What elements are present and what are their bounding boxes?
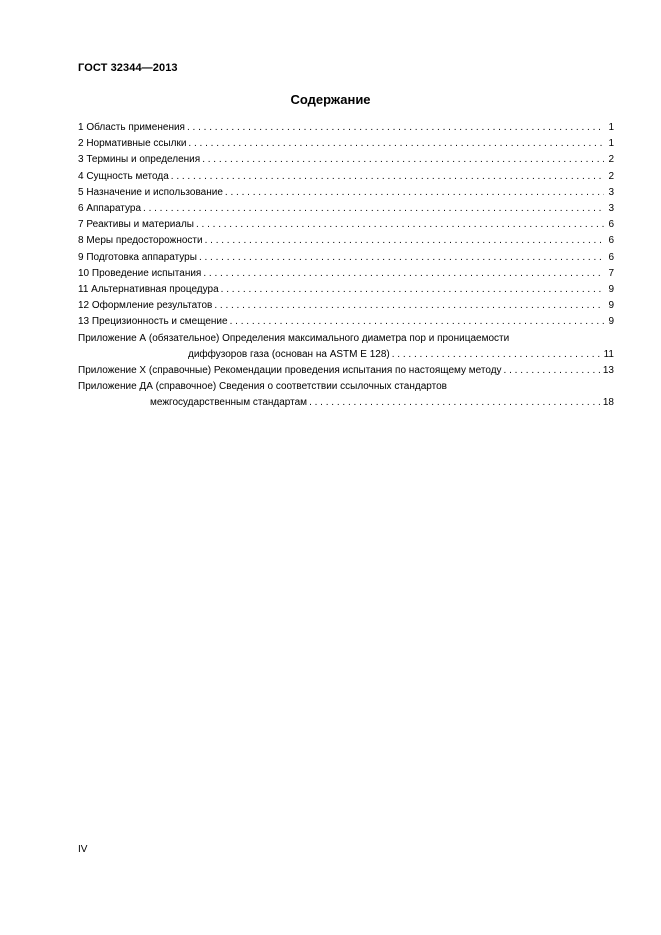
- toc-entry-label: 1 Область применения: [78, 122, 185, 133]
- toc-entry[interactable]: [78, 152, 614, 168]
- toc-leader-dots: [202, 152, 604, 168]
- toc-leader-dots: [504, 363, 601, 379]
- toc-appendix-da[interactable]: [78, 379, 614, 411]
- toc-entry-page: 9: [608, 300, 614, 312]
- toc-entry-page: 6: [608, 219, 614, 231]
- toc-entry-label: 4 Сущность метода: [78, 170, 169, 182]
- toc-entry-label: 12 Оформление результатов: [78, 300, 213, 312]
- toc-appendix-da-line1: Приложение ДА (справочное) Сведения о соответствии ссылочных стандартов: [78, 381, 447, 393]
- toc-leader-dots: [230, 314, 604, 330]
- toc-entry-label: 13 Прецизионность и смещение: [78, 316, 228, 328]
- toc-entry-page: 11: [603, 348, 614, 360]
- toc-leader-dots: [392, 347, 602, 363]
- toc-entry[interactable]: [78, 250, 614, 266]
- toc-appendix-a-line1: Приложение А (обязательное) Определения максимального диаметра пор и проницаемости: [78, 332, 510, 344]
- toc-leader-dots: [203, 266, 604, 282]
- toc-appendix-x[interactable]: [78, 363, 614, 379]
- toc-leader-dots: [214, 298, 604, 314]
- toc-entry[interactable]: [78, 282, 614, 298]
- toc-title: Содержание: [290, 92, 371, 107]
- toc-entry-label: 3 Термины и определения: [78, 154, 201, 166]
- toc-appendix-a-line2: диффузоров газа (основан на ASTM E 128): [188, 348, 390, 360]
- toc-leader-dots: [143, 201, 604, 217]
- toc-entry[interactable]: [78, 266, 614, 282]
- toc-entry-label: 9 Подготовка аппаратуры: [78, 251, 197, 263]
- toc-entry-page: 2: [608, 154, 614, 166]
- toc-leader-dots: [309, 395, 601, 411]
- toc-entry-label: 6 Аппаратура: [78, 203, 142, 215]
- toc-leader-dots: [171, 169, 604, 185]
- toc-leader-dots: [205, 233, 604, 249]
- toc-entry-label: Приложение X (справочные) Рекомендации проведения испытания по настоящему методу: [78, 365, 502, 377]
- toc-entry[interactable]: [78, 298, 614, 314]
- toc-leader-dots: [225, 185, 604, 201]
- toc-entry-page: 6: [608, 235, 614, 247]
- toc-entry-label: 8 Меры предосторожности: [78, 235, 203, 247]
- toc-entry-page: 9: [608, 316, 614, 328]
- toc-entry-label: 7 Реактивы и материалы: [78, 219, 194, 231]
- toc-appendix-da-line2: межгосударственным стандартам: [150, 397, 308, 409]
- toc-entry[interactable]: [78, 314, 614, 330]
- toc-entry-page: 9: [608, 284, 614, 296]
- toc-entry-page: 2: [608, 170, 614, 182]
- toc-entry-label: 10 Проведение испытания: [78, 267, 202, 279]
- toc-appendix-a[interactable]: [78, 331, 614, 363]
- toc-leader-dots: [196, 217, 604, 233]
- toc-entry-page: 6: [608, 251, 614, 263]
- toc-entry-page: 3: [608, 186, 614, 198]
- toc-entry-page: 3: [608, 203, 614, 215]
- toc-entry-page: 18: [602, 397, 614, 409]
- document-code: ГОСТ 32344—2013: [78, 62, 178, 74]
- toc-entry-label: 2 Нормативные ссылки: [78, 138, 187, 150]
- toc-leader-dots: [187, 120, 604, 136]
- toc-entry[interactable]: [78, 217, 614, 233]
- table-of-contents: [78, 120, 614, 412]
- toc-entry[interactable]: [78, 233, 614, 249]
- page-number: IV: [78, 844, 88, 855]
- toc-leader-dots: [188, 136, 604, 152]
- toc-entry-page: 1: [608, 138, 614, 150]
- toc-entry[interactable]: [78, 201, 614, 217]
- toc-entry-label: 5 Назначение и использование: [78, 186, 223, 198]
- toc-entry-page: 7: [608, 267, 614, 279]
- toc-entry[interactable]: [78, 185, 614, 201]
- toc-entry-page: 1: [608, 122, 614, 133]
- toc-entry[interactable]: [78, 120, 614, 136]
- toc-leader-dots: [221, 282, 604, 298]
- toc-entry[interactable]: [78, 136, 614, 152]
- toc-entry[interactable]: [78, 169, 614, 185]
- toc-entry-page: 13: [602, 365, 614, 377]
- toc-entry-label: 11 Альтернативная процедура: [78, 284, 219, 296]
- toc-leader-dots: [199, 250, 604, 266]
